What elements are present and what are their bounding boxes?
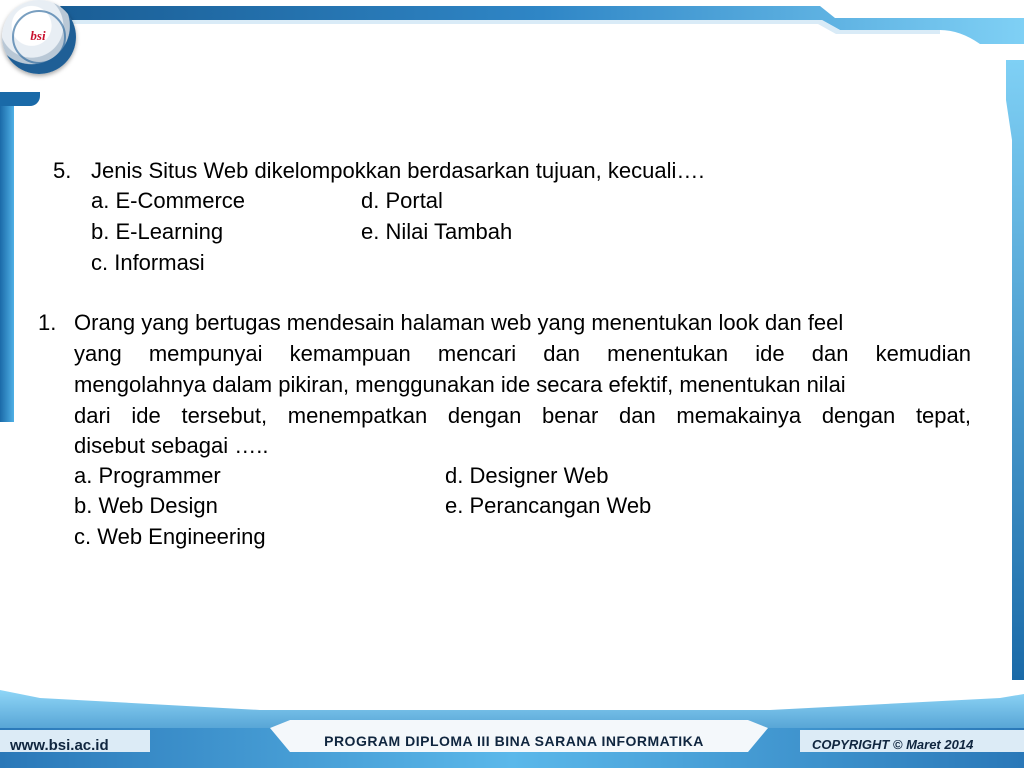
question-1-option-b: b. Web Design [74,493,218,518]
question-1-option-a: a. Programmer [74,463,221,488]
question-1-line: mengolahnya dalam pikiran, menggunakan ide secara efektif, menentukan nilai [74,372,846,397]
question-5-option-c: c. Informasi [91,250,205,275]
footer-url[interactable]: www.bsi.ac.id [10,737,109,754]
question-5-number: 5. [53,158,72,183]
question-1-line: Orang yang bertugas mendesain halaman web yang menentukan look dan feel [74,310,844,335]
question-1-option-c: c. Web Engineering [74,524,266,549]
right-decoration [1006,60,1024,680]
question-5-text: Jenis Situs Web dikelompokkan berdasarkan tujuan, kecuali…. [91,158,705,183]
logo-text: bsi [30,28,46,43]
footer-program-title: PROGRAM DIPLOMA III BINA SARANA INFORMATIKA [324,733,704,749]
question-1-option-e: e. Perancangan Web [445,493,652,518]
left-decoration [0,92,14,422]
footer-decoration [0,690,1024,768]
question-5-option-a: a. E-Commerce [91,188,246,213]
footer-copyright: COPYRIGHT © Maret 2014 [812,737,974,752]
question-1-option-d: d. Designer Web [445,463,609,488]
question-1-line: dari ide tersebut, menempatkan dengan benar dan memakainya dengan tepat, [74,403,971,428]
header-decoration [0,0,1024,60]
left-decoration-cap [0,92,40,106]
question-5-option-d: d. Portal [361,188,443,213]
question-1-number: 1. [38,310,57,335]
question-1-line: disebut sebagai ….. [74,433,269,458]
question-5-option-e: e. Nilai Tambah [361,219,513,244]
question-5-option-b: b. E-Learning [91,219,224,244]
question-1-line: yang mempunyai kemampuan mencari dan menentukan ide dan kemudian [74,341,971,366]
